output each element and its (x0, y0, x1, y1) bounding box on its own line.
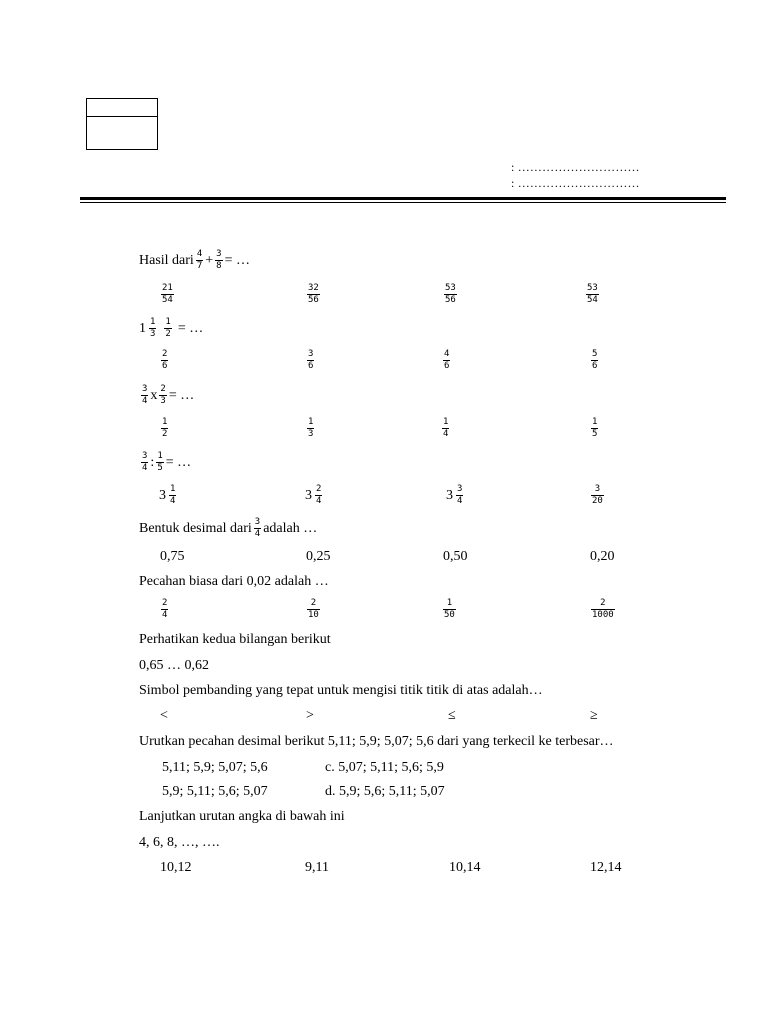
option-b[interactable]: 5,9; 5,11; 5,6; 5,07 (162, 784, 268, 799)
question-5 (139, 518, 317, 539)
mixed-number: 1 $\frac{1}{3}$ (139, 317, 156, 339)
question-suffix: = … (177, 320, 204, 336)
option-b[interactable]: > (306, 708, 314, 723)
question-suffix: adalah … (263, 520, 318, 536)
option-d[interactable]: $\frac{3}{20}$ (592, 484, 603, 506)
option-a[interactable]: $\frac{2}{6}$ (162, 349, 168, 371)
option-b[interactable]: $\frac{3}{6}$ (308, 349, 314, 371)
option-c[interactable]: $\frac{53}{56}$ (445, 283, 456, 305)
option-c[interactable]: 0,50 (443, 549, 468, 564)
option-a[interactable]: 0,75 (160, 549, 185, 564)
option-a[interactable]: 5,11; 5,9; 5,07; 5,6 (162, 760, 268, 775)
option-a[interactable]: 3 $\frac{1}{4}$ (159, 484, 176, 506)
fraction: $\frac{3}{4}$ (254, 517, 261, 539)
class-field[interactable]: : ………………………… (511, 176, 640, 190)
question-6: Pecahan biasa dari 0,02 adalah … (139, 574, 329, 589)
question-2 (139, 318, 203, 339)
header-box (86, 98, 158, 150)
option-b[interactable]: 3 $\frac{2}{4}$ (305, 484, 322, 506)
option-b[interactable]: $\frac{1}{3}$ (308, 417, 314, 439)
option-c[interactable]: $\frac{1}{50}$ (444, 598, 455, 620)
question-1 (139, 250, 250, 271)
option-a[interactable]: $\frac{21}{54}$ (162, 283, 173, 305)
header-box-divider (87, 116, 157, 117)
option-a[interactable]: $\frac{1}{2}$ (162, 417, 168, 439)
question-suffix: = … (168, 387, 195, 403)
header-rule-thick (80, 197, 726, 200)
fraction: $\frac{3}{8}$ (216, 249, 222, 271)
option-b[interactable]: $\frac{32}{56}$ (308, 283, 319, 305)
question-1-prefix: Hasil dari (139, 252, 194, 268)
question-5-prefix: Bentuk desimal dari (139, 520, 252, 536)
option-d[interactable]: $\frac{53}{54}$ (587, 283, 598, 305)
question-9-line1: Lanjutkan urutan angka di bawah ini (139, 809, 345, 824)
option-a[interactable]: < (160, 708, 168, 723)
fraction: $\frac{1}{2}$ (165, 317, 171, 339)
option-d[interactable]: $\frac{1}{5}$ (592, 417, 598, 439)
question-suffix: = … (224, 252, 250, 268)
option-c[interactable]: 10,14 (449, 860, 481, 875)
fraction: $\frac{2}{3}$ (160, 384, 166, 406)
option-d[interactable]: ≥ (590, 708, 598, 723)
operator: : (150, 454, 155, 470)
question-3 (139, 385, 194, 406)
option-a[interactable]: $\frac{2}{4}$ (162, 598, 168, 620)
question-4 (139, 452, 191, 473)
option-b[interactable]: 0,25 (306, 549, 331, 564)
fraction: $\frac{1}{5}$ (157, 451, 163, 473)
question-9-line2: 4, 6, 8, …, …. (139, 835, 220, 850)
header-rule-thin (80, 202, 726, 203)
option-c[interactable]: $\frac{1}{4}$ (443, 417, 449, 439)
option-c[interactable]: $\frac{4}{6}$ (444, 349, 450, 371)
name-field[interactable]: : ………………………… (511, 160, 640, 174)
fraction: $\frac{3}{4}$ (142, 384, 148, 406)
option-d[interactable]: d. 5,9; 5,6; 5,11; 5,07 (325, 784, 445, 799)
question-7-line1: Perhatikan kedua bilangan berikut (139, 632, 331, 647)
question-7-line2: 0,65 … 0,62 (139, 658, 209, 673)
question-7-line3: Simbol pembanding yang tepat untuk mengisi titik titik di atas adalah… (139, 683, 543, 698)
option-a[interactable]: 10,12 (160, 860, 192, 875)
option-d[interactable]: 12,14 (590, 860, 622, 875)
option-c[interactable]: c. 5,07; 5,11; 5,6; 5,9 (325, 760, 444, 775)
fraction: $\frac{4}{7}$ (196, 249, 203, 271)
option-c[interactable]: ≤ (448, 708, 456, 723)
option-d[interactable]: $\frac{2}{1000}$ (592, 598, 614, 620)
option-d[interactable]: $\frac{5}{6}$ (592, 349, 598, 371)
question-8: Urutkan pecahan desimal berikut 5,11; 5,9; 5,07; 5,6 dari yang terkecil ke terbesar… (139, 734, 614, 749)
option-b[interactable]: $\frac{2}{10}$ (308, 598, 319, 620)
operator: + (205, 252, 214, 268)
question-suffix: = … (165, 454, 192, 470)
operator: x (150, 387, 158, 403)
option-c[interactable]: 3 $\frac{3}{4}$ (446, 484, 463, 506)
option-b[interactable]: 9,11 (305, 860, 329, 875)
option-d[interactable]: 0,20 (590, 549, 615, 564)
fraction: $\frac{3}{4}$ (142, 451, 148, 473)
